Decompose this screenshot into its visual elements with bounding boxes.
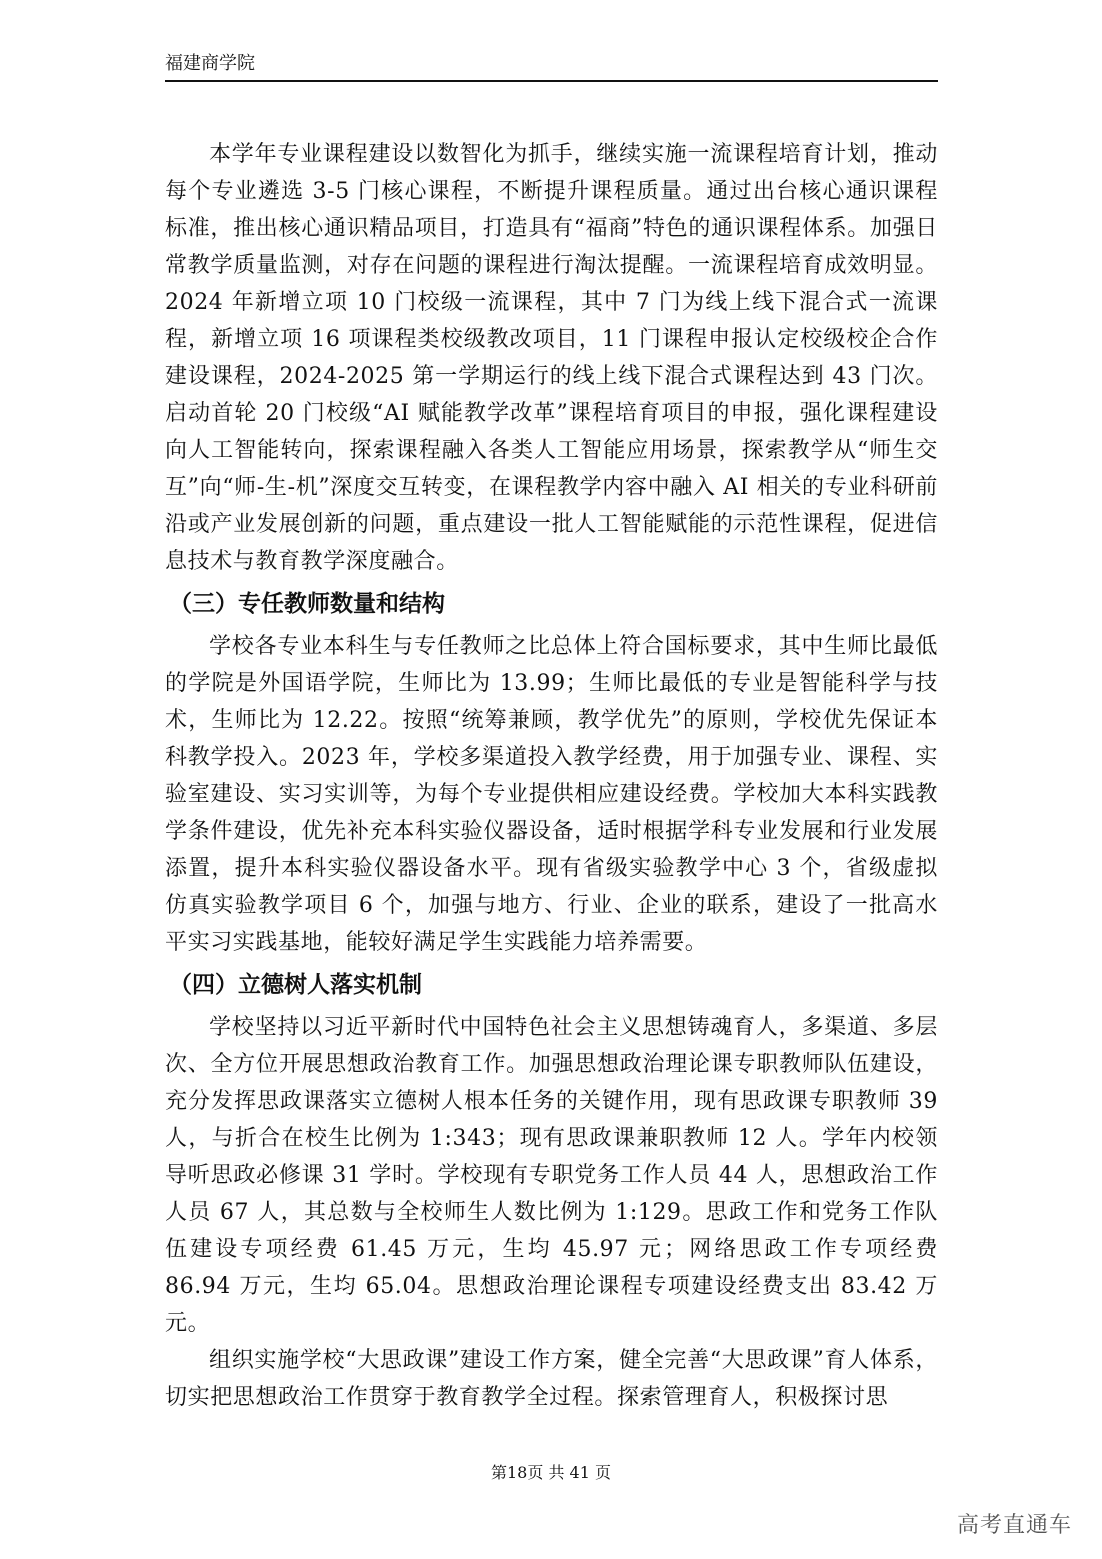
paragraph-big-ideology-course: 组织实施学校“大思政课”建设工作方案，健全完善“大思政课”育人体系，切实把思想政治工作贯穿于教育教学全过程。探索管理育人，积极探讨思	[165, 1348, 938, 1410]
paragraph-ideological-education: 学校坚持以习近平新时代中国特色社会主义思想铸魂育人，多渠道、多层次、全方位开展思想政治教育工作。加强思想政治理论课专职教师队伍建设，充分发挥思政课落实立德树人根本任务的关键作用，现有思政课专职教师 39 人，与折合在校生比例为 1:343；现有思政课兼职教师 12 人。学年内校领导听思政必修课 31 学时。学校现有专职党务工作人员 44 人，思想政治工作人员 67 人，其总数与全校师生人数比例为 1:129。思政工作和党务工作队伍建设专项经费 61.45 万元，生均 45.97 元；网络思政工作专项经费 86.94 万元，生均 65.04。思想政治理论课程专项建设经费支出 83.42 万元。	[165, 1015, 938, 1336]
section-heading-faculty: （三）专任教师数量和结构	[169, 591, 445, 617]
page-header	[165, 52, 938, 82]
paragraph-course-construction: 本学年专业课程建设以数智化为抓手，继续实施一流课程培育计划，推动每个专业遴选 3-5 门核心课程，不断提升课程质量。通过出台核心通识课程标准，推出核心通识精品项目，打造具有“福商”特色的通识课程体系。加强日常教学质量监测，对存在问题的课程进行淘汰提醒。一流课程培育成效明显。2024 年新增立项 10 门校级一流课程，其中 7 门为线上线下混合式一流课程，新增立项 16 项课程类校级教改项目，11 门课程申报认定校级校企合作建设课程，2024-2025 第一学期运行的线上线下混合式课程达到 43 门次。启动首轮 20 门校级“AI 赋能教学改革”课程培育项目的申报，强化课程建设向人工智能转向，探索课程融入各类人工智能应用场景，探索教学从“师生交互”向“师-生-机”深度交互转变，在课程教学内容中融入 AI 相关的专业科研前沿或产业发展创新的问题，重点建设一批人工智能赋能的示范性课程，促进信息技术与教育教学深度融合。	[165, 142, 938, 574]
section-heading-moral-education: （四）立德树人落实机制	[169, 972, 422, 998]
watermark: 高考直通车	[956, 1513, 1072, 1538]
document-body	[165, 136, 938, 1416]
paragraph-faculty-ratio: 学校各专业本科生与专任教师之比总体上符合国标要求，其中生师比最低的学院是外国语学院，生师比为 13.99；生师比最低的专业是智能科学与技术，生师比为 12.22。按照“统筹兼顾，教学优先”的原则，学校优先保证本科教学投入。2023 年，学校多渠道投入教学经费，用于加强专业、课程、实验室建设、实习实训等，为每个专业提供相应建设经费。学校加大本科实践教学条件建设，优先补充本科实验仪器设备，适时根据学科专业发展和行业发展添置，提升本科实验仪器设备水平。现有省级实验教学中心 3 个，省级虚拟仿真实验教学项目 6 个，加强与地方、行业、企业的联系，建设了一批高水平实习实践基地，能较好满足学生实践能力培养需要。	[165, 634, 938, 955]
page-number: 第18页 共 41 页	[491, 1463, 611, 1482]
header-title: 福建商学院	[165, 53, 255, 74]
